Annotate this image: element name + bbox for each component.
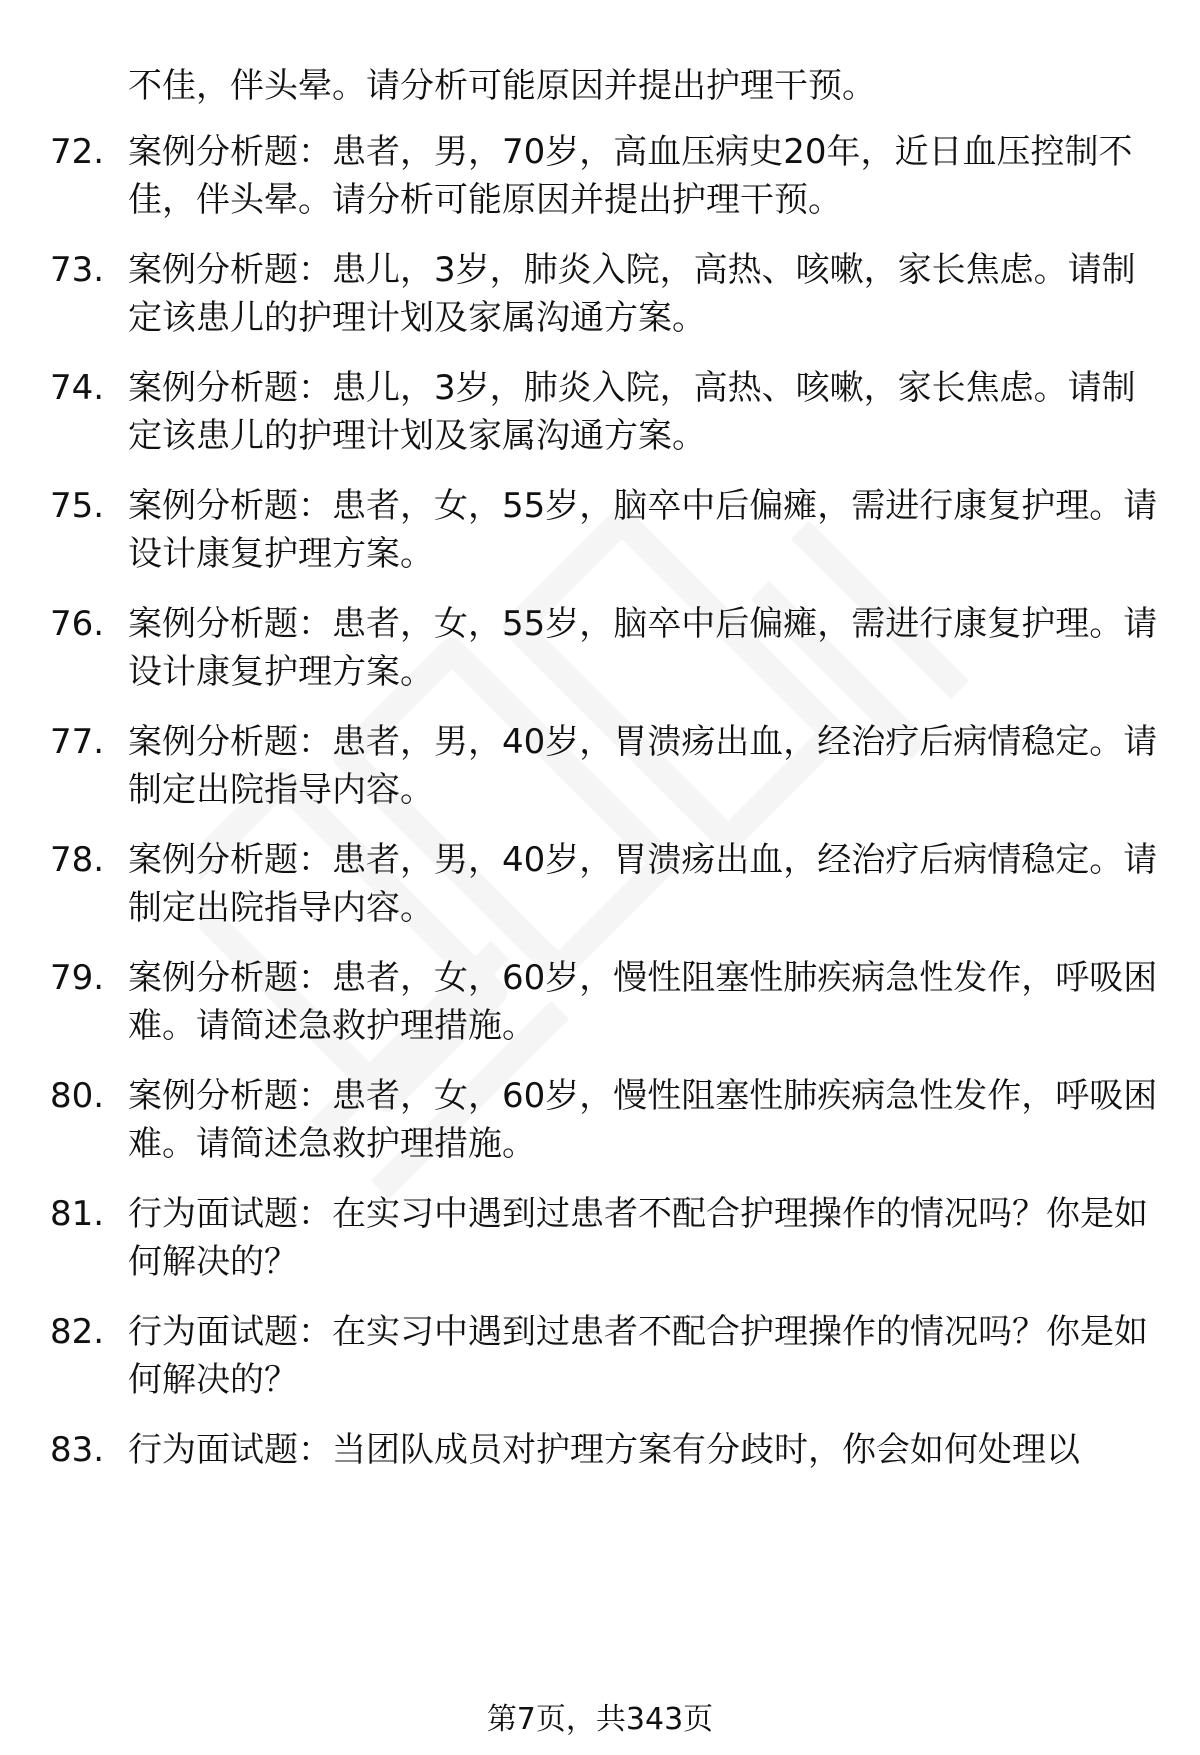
question-text: 案例分析题：患者，女，55岁，脑卒中后偏瘫，需进行康复护理。请设计康复护理方案。 — [128, 486, 1158, 574]
continuation-text: 不佳，伴头晕。请分析可能原因并提出护理干预。 — [128, 66, 876, 106]
question-text: 案例分析题：患者，女，55岁，脑卒中后偏瘫，需进行康复护理。请设计康复护理方案。 — [128, 604, 1158, 692]
question-text: 行为面试题：在实习中遇到过患者不配合护理操作的情况吗？你是如何解决的？ — [128, 1194, 1148, 1282]
question-number: 73. — [50, 250, 105, 290]
question-text: 行为面试题：当团队成员对护理方案有分歧时，你会如何处理以 — [128, 1430, 1080, 1470]
question-text: 案例分析题：患儿，3岁，肺炎入院，高热、咳嗽，家长焦虑。请制定该患儿的护理计划及家属沟通方案。 — [128, 250, 1136, 338]
question-text: 案例分析题：患者，女，60岁，慢性阻塞性肺疾病急性发作，呼吸困难。请简述急救护理措施。 — [128, 1076, 1158, 1164]
question-text: 案例分析题：患儿，3岁，肺炎入院，高热、咳嗽，家长焦虑。请制定该患儿的护理计划及家属沟通方案。 — [128, 368, 1136, 456]
question-item-83 — [50, 1426, 1170, 1474]
question-text: 案例分析题：患者，女，60岁，慢性阻塞性肺疾病急性发作，呼吸困难。请简述急救护理措施。 — [128, 958, 1158, 1046]
question-number: 83. — [50, 1430, 105, 1470]
question-number: 72. — [50, 132, 105, 172]
question-text: 行为面试题：在实习中遇到过患者不配合护理操作的情况吗？你是如何解决的？ — [128, 1312, 1148, 1400]
question-item-77 — [50, 718, 1170, 814]
question-number: 79. — [50, 958, 105, 998]
question-number: 75. — [50, 486, 105, 526]
question-number: 82. — [50, 1312, 105, 1352]
question-item-74 — [50, 364, 1170, 460]
question-item-82 — [50, 1308, 1170, 1404]
question-item-75 — [50, 482, 1170, 578]
question-number: 81. — [50, 1194, 105, 1234]
question-number: 80. — [50, 1076, 105, 1116]
question-number: 74. — [50, 368, 105, 408]
question-text: 案例分析题：患者，男，40岁，胃溃疡出血，经治疗后病情稳定。请制定出院指导内容。 — [128, 722, 1158, 810]
question-item-81 — [50, 1190, 1170, 1286]
question-text: 案例分析题：患者，男，40岁，胃溃疡出血，经治疗后病情稳定。请制定出院指导内容。 — [128, 840, 1158, 928]
question-item-79 — [50, 954, 1170, 1050]
question-number: 78. — [50, 840, 105, 880]
question-number: 76. — [50, 604, 105, 644]
question-item-76 — [50, 600, 1170, 696]
question-number: 77. — [50, 722, 105, 762]
question-item-80 — [50, 1072, 1170, 1168]
question-item-73 — [50, 246, 1170, 342]
question-item-72 — [50, 128, 1170, 224]
page-footer: 第7页，共343页 — [486, 1702, 714, 1737]
question-item-78 — [50, 836, 1170, 932]
question-text: 案例分析题：患者，男，70岁，高血压病史20年，近日血压控制不佳，伴头晕。请分析可能原因并提出护理干预。 — [128, 132, 1133, 220]
